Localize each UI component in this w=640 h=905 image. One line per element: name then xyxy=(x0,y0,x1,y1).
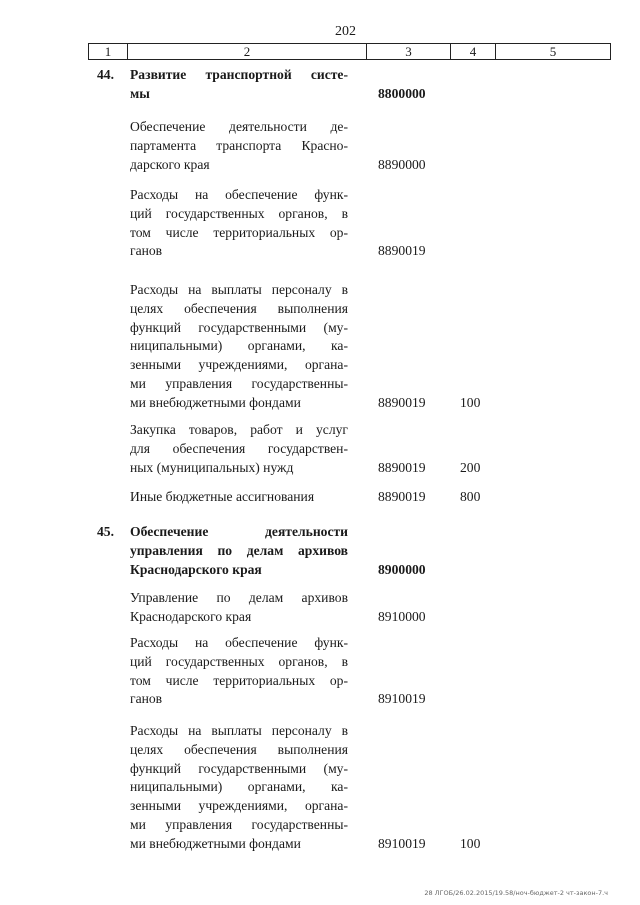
footer-stamp: 28 ЛГОБ/26.02.2015/19.58/ноч-бюджет-2 чт-закон-7.ч xyxy=(424,889,608,897)
row-description xyxy=(130,281,348,413)
description-line: ных (муниципальных) нужд xyxy=(130,459,294,475)
description-line: Иные бюджетные ассигнования xyxy=(130,489,315,504)
target-code: 8890019 xyxy=(378,489,426,504)
column-header-5: 5 xyxy=(496,44,611,60)
description-line: Управление по делам архивов xyxy=(130,590,348,605)
row-number: 45. xyxy=(97,524,114,539)
description-line: Расходы на выплаты персоналу в xyxy=(130,723,348,738)
row-description xyxy=(130,488,348,507)
description-line: том числе территориальных ор- xyxy=(130,224,348,240)
target-code: 8910000 xyxy=(378,608,426,624)
row-description xyxy=(130,634,348,709)
description-line: мы xyxy=(130,85,150,101)
description-line: ций государственных органов, в xyxy=(130,205,348,221)
row-description xyxy=(130,722,348,854)
expense-type-code: 100 xyxy=(460,394,481,410)
expense-type-code: 800 xyxy=(460,489,481,504)
column-header-table xyxy=(88,43,611,60)
target-code: 8910019 xyxy=(378,835,426,851)
row-number: 44. xyxy=(97,67,114,82)
description-line: Краснодарского края xyxy=(130,608,252,624)
description-line: ций государственных органов, в xyxy=(130,653,348,669)
description-line: том числе территориальных ор- xyxy=(130,672,348,688)
row-description xyxy=(130,66,348,104)
target-code: 8800000 xyxy=(378,85,426,101)
description-line: ниципальными) органами, ка- xyxy=(130,338,348,354)
description-line: Расходы на выплаты персоналу в xyxy=(130,282,348,297)
target-code: 8890019 xyxy=(378,459,426,475)
description-line: Обеспечение деятельности xyxy=(130,524,348,539)
description-line: функций государственными (му- xyxy=(130,319,348,335)
description-line: ганов xyxy=(130,691,163,707)
target-code: 8890019 xyxy=(378,394,426,410)
description-line: для обеспечения государствен- xyxy=(130,440,348,456)
description-line: Краснодарского края xyxy=(130,561,262,577)
description-line: ми управления государственны- xyxy=(130,375,348,391)
description-line: функций государственными (му- xyxy=(130,760,348,776)
target-code: 8900000 xyxy=(378,561,426,577)
description-line: Обеспечение деятельности де- xyxy=(130,119,348,134)
description-line: ми управления государственны- xyxy=(130,816,348,832)
row-description xyxy=(130,118,348,174)
page-number: 202 xyxy=(335,24,356,39)
column-header-1: 1 xyxy=(89,44,128,60)
description-line: ми внебюджетными фондами xyxy=(130,394,301,410)
column-header-2: 2 xyxy=(128,44,367,60)
expense-type-code: 200 xyxy=(460,459,481,475)
row-description xyxy=(130,186,348,261)
column-header-4: 4 xyxy=(451,44,496,60)
description-line: управления по делам архивов xyxy=(130,542,348,558)
description-line: зенными учреждениями, органа- xyxy=(130,357,348,373)
description-line: Расходы на обеспечение функ- xyxy=(130,187,348,202)
target-code: 8890019 xyxy=(378,243,426,259)
description-line: ми внебюджетными фондами xyxy=(130,835,301,851)
description-line: ниципальными) органами, ка- xyxy=(130,779,348,795)
row-description xyxy=(130,523,348,579)
target-code: 8910019 xyxy=(378,691,426,707)
description-line: Развитие транспортной систе- xyxy=(130,67,348,82)
description-line: целях обеспечения выполнения xyxy=(130,300,348,316)
description-line: Расходы на обеспечение функ- xyxy=(130,635,348,650)
row-description xyxy=(130,589,348,627)
description-line: ганов xyxy=(130,243,163,259)
description-line: целях обеспечения выполнения xyxy=(130,741,348,757)
column-header-3: 3 xyxy=(367,44,451,60)
expense-type-code: 100 xyxy=(460,835,481,851)
row-description xyxy=(130,421,348,477)
description-line: партамента транспорта Красно- xyxy=(130,137,348,153)
description-line: зенными учреждениями, органа- xyxy=(130,798,348,814)
description-line: Закупка товаров, работ и услуг xyxy=(130,422,348,437)
description-line: дарского края xyxy=(130,156,210,172)
target-code: 8890000 xyxy=(378,156,426,172)
